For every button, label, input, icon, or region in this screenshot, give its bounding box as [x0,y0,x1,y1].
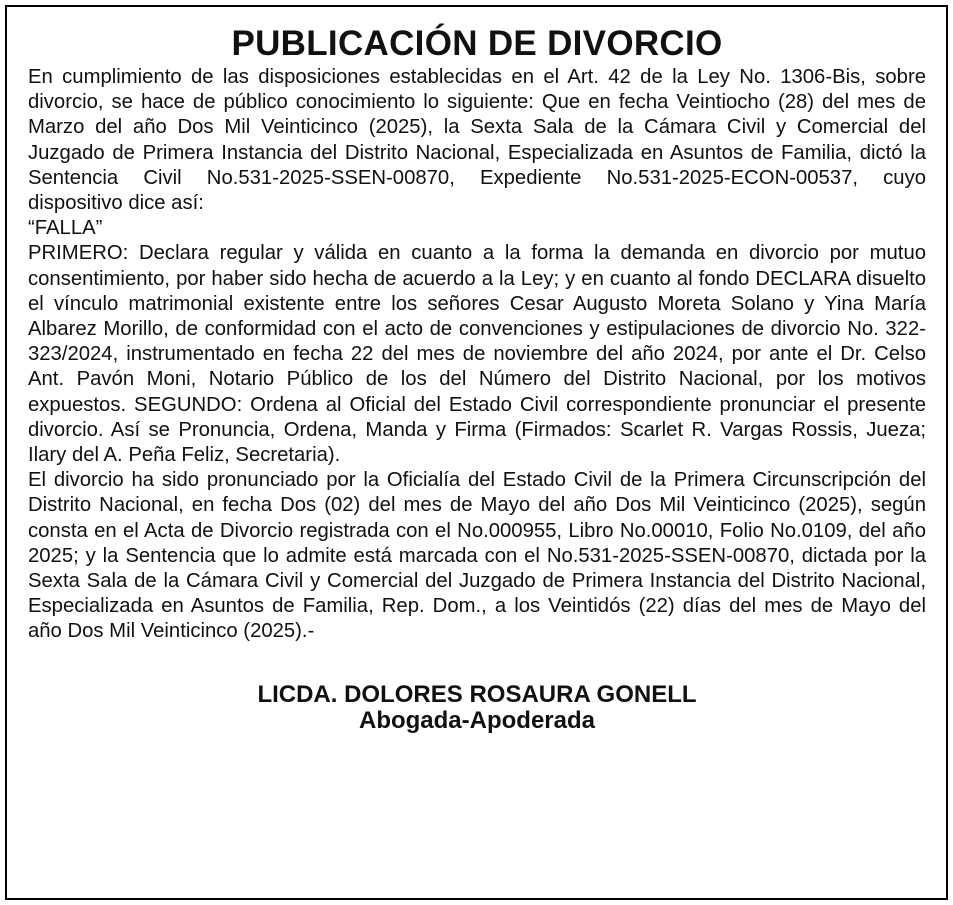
signature-block [28,682,926,734]
divorce-notice [5,5,948,900]
intro-paragraph: En cumplimiento de las disposiciones establecidas en el Art. 42 de la Ley No. 1306-Bis, sobre divorcio, se hace de público conocimiento lo siguiente: Que en fecha Veintiocho (28) del mes de Marzo del año Dos Mil Veinticinco (2025), la Sexta Sala de la Cámara Civil y Comercial del Juzgado de Primera Instancia del Distrito Nacional, Especializada en Asuntos de Familia, dictó la Sentencia Civil No.531-2025-SSEN-00870, Expediente No.531-2025-ECON-00537, cuyo dispositivo dice así: [28,66,926,215]
signature-role: Abogada-Apoderada [358,706,595,734]
notice-title: PUBLICACIÓN DE DIVORCIO [231,24,723,63]
notice-body [28,65,926,645]
ruling-paragraph: PRIMERO: Declara regular y válida en cuanto a la forma la demanda en divorcio por mutuo consentimiento, por haber sido hecha de acuerdo a la Ley; y en cuanto al fondo DECLARA disuelto el vínculo matrimonial existente entre los señores Cesar Augusto Moreta Solano y Yina María Albarez Morillo, de conformidad con el acto de convenciones y estipulaciones de divorcio No. 322-323/2024, instrumentado en fecha 22 del mes de noviembre del año 2024, por ante el Dr. Celso Ant. Pavón Moni, Notario Público de los del Número del Distrito Nacional, por los motivos expuestos. SEGUNDO: Ordena al Oficial del Estado Civil correspondiente pronunciar el presente divorcio. Así se Pronuncia, Ordena, Manda y Firma (Firmados: Scarlet R. Vargas Rossis, Jueza; Ilary del A. Peña Feliz, Secretaria). [28,242,926,467]
signature-name: LICDA. DOLORES ROSAURA GONELL [257,680,697,708]
falla-heading: “FALLA” [28,217,103,240]
registration-paragraph: El divorcio ha sido pronunciado por la Oficialía del Estado Civil de la Primera Circunscripción del Distrito Nacional, en fecha Dos (02) del mes de Mayo del año Dos Mil Veinticinco (2025), según consta en el Acta de Divorcio registrada con el No.000955, Libro No.00010, Folio No.0109, del año 2025; y la Sentencia que lo admite está marcada con el No.531-2025-SSEN-00870, dictada por la Sexta Sala de la Cámara Civil y Comercial del Juzgado de Primera Instancia del Distrito Nacional, Especializada en Asuntos de Familia, Rep. Dom., a los Veintidós (22) días del mes de Mayo del año Dos Mil Veinticinco (2025).- [28,469,926,643]
